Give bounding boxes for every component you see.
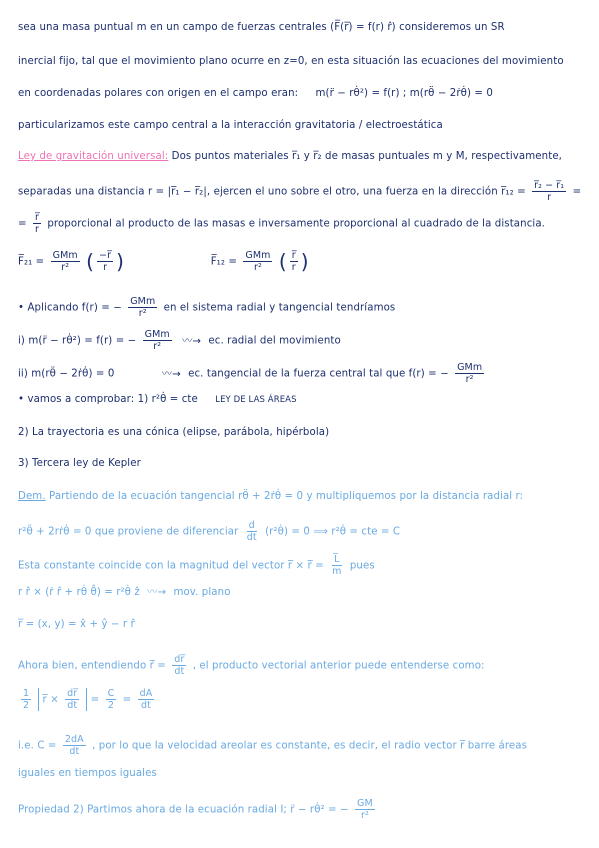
fraction: $\frac{d}{dt}$ bbox=[246, 520, 257, 543]
line-1: sea una masa puntual m en un campo de fuerzas centrales (F̅(r̅) = f(r) r̂) consideremos un SR bbox=[18, 22, 505, 33]
fraction: $\frac{\text{GMm}}{\text{r²}}$ bbox=[245, 250, 271, 273]
fraction: $\frac{dr̅}{dt}$ bbox=[174, 654, 185, 677]
line-13: 2) La trayectoria es una cónica (elipse, parábola, hipérbola) bbox=[18, 427, 330, 438]
fraction: $\frac{\text{r̅₂ − r̅₁}}{r}$ bbox=[534, 180, 565, 203]
law-title: Ley de gravitación universal: bbox=[18, 151, 169, 162]
line-24: Propiedad 2) Partimos ahora de la ecuación radial I; r̈ − rθ̇² = − $\frac{GM}{\text{r²}}$ bbox=[18, 798, 373, 821]
line-20: Ahora bien, entendiendo r̅̇ = $\frac{dr̅}{dt}$ , el producto vectorial anterior puede entenderse como: bbox=[18, 654, 485, 677]
fraction: $\frac{\text{GMm}}{\text{r²}}$ bbox=[144, 329, 170, 352]
fraction: $\frac{\text{GMm}}{\text{r²}}$ bbox=[457, 362, 483, 385]
fraction: $\frac{\text{GMm}}{\text{r²}}$ bbox=[130, 296, 156, 319]
fraction: $\frac{GM}{\text{r²}}$ bbox=[357, 798, 373, 821]
fraction: $\frac{L̅}{m}$ bbox=[332, 554, 342, 577]
line-2: inercial fijo, tal que el movimiento plano ocurre en z=0, en esta situación las ecuaciones del movimiento bbox=[18, 56, 564, 67]
line-16: r²θ̈ + 2rṙθ̇ = 0 que proviene de diferenciar $\frac{d}{dt}$ (r²θ̇) = 0 ⟹ r²θ̇ = cte = C bbox=[18, 520, 401, 543]
fraction: $\frac{1}{2}$ bbox=[23, 688, 30, 711]
fraction: $\frac{2dA}{dt}$ bbox=[64, 734, 84, 757]
line-4: particularizamos este campo central a la interacción gravitatoria / electroestática bbox=[18, 120, 443, 131]
line-7: = $\frac{r̅}{r}$ proporcional al producto de las masas e inversamente proporcional al cuadrado de la distancia. bbox=[18, 212, 546, 235]
line-9: • Aplicando f(r) = − $\frac{\text{GMm}}{\text{r²}}$ en el sistema radial y tangencial tendríamos bbox=[18, 296, 396, 319]
line-12: • vamos a comprobar: 1) r²θ̇ = cte LEY DE LAS ÁREAS bbox=[18, 394, 297, 405]
arrow-icon: 〰→ bbox=[182, 335, 202, 347]
line-22: i.e. C = $\frac{2dA}{dt}$ , por lo que la velocidad areolar es constante, es decir, el radio vector r̅ barre áreas bbox=[18, 734, 528, 757]
line-15: Dem. Partiendo de la ecuación tangencial rθ̈ + 2ṙθ̇ = 0 y multipliquemos por la distancia radial r: bbox=[18, 491, 524, 502]
fraction: $\frac{dr̅}{dt}$ bbox=[67, 688, 78, 711]
fraction: $\frac{dA}{dt}$ bbox=[139, 688, 153, 711]
line-21: $\frac{1}{2}$ r̅ × $\frac{dr̅}{dt}$ = $\frac{C}{2}$ = $\frac{dA}{dt}$ bbox=[23, 688, 153, 711]
line-23: iguales en tiempos iguales bbox=[18, 768, 157, 779]
arrow-icon: 〰→ bbox=[147, 587, 167, 598]
line-18: r r̂ × (ṙ r̂ + rθ̇ θ̂) = r²θ̇ ẑ 〰→ mov. plano bbox=[18, 587, 231, 598]
line-3: en coordenadas polares con origen en el campo eran: m(r̈ − rθ̇²) = f(r) ; m(rθ̈ − 2ṙθ̇) = 0 bbox=[18, 88, 493, 99]
line-6: separadas una distancia r = |r̅₁ − r̅₂|, ejercen el uno sobre el otro, una fuerza en la dirección r̅₁₂ = $\frac{\text{r̅₂ − r̅₁}}{r}$ = bbox=[18, 180, 582, 203]
line-17: Esta constante coincide con la magnitud del vector r̅ × r̅̇ = $\frac{L̅}{m}$ pues bbox=[18, 554, 375, 577]
fraction: $\frac{r̅}{r}$ bbox=[291, 250, 296, 273]
line-10: i) m(r̈ − rθ̇²) = f(r) = − $\frac{\text{GMm}}{\text{r²}}$ 〰→ ec. radial del movimiento bbox=[18, 329, 341, 352]
line-19: r̅ = (x, y) = x̂ + ŷ − r r̂ bbox=[18, 619, 135, 630]
fraction: $\frac{\text{GMm}}{\text{r²}}$ bbox=[52, 250, 78, 273]
fraction: $\frac{C}{2}$ bbox=[107, 688, 115, 711]
line-8: F̅₂₁ = $\frac{\text{GMm}}{\text{r²}}$ ( $\frac{-r̅}{r}$ ) F̅₁₂ = $\frac{\text{GMm}}{\text{r²}}$ ( $\frac{r̅}{r}$ ) bbox=[18, 249, 309, 274]
arrow-icon: 〰→ bbox=[161, 368, 181, 380]
magnitude-bars: r̅ × $\frac{dr̅}{dt}$ bbox=[38, 688, 88, 711]
fraction: $\frac{-r̅}{r}$ bbox=[99, 250, 112, 273]
line-11: ii) m(rθ̈ − 2ṙθ̇) = 0 〰→ ec. tangencial de la fuerza central tal que f(r) = − $\frac{\text{GMm}}{\text{r²}}$ bbox=[18, 362, 483, 385]
line-14: 3) Tercera ley de Kepler bbox=[18, 458, 141, 469]
fraction: $\frac{r̅}{r}$ bbox=[34, 212, 39, 235]
line-5: Ley de gravitación universal: Dos puntos materiales r̅₁ y r̅₂ de masas puntuales m y M, respectivamente, bbox=[18, 151, 563, 162]
